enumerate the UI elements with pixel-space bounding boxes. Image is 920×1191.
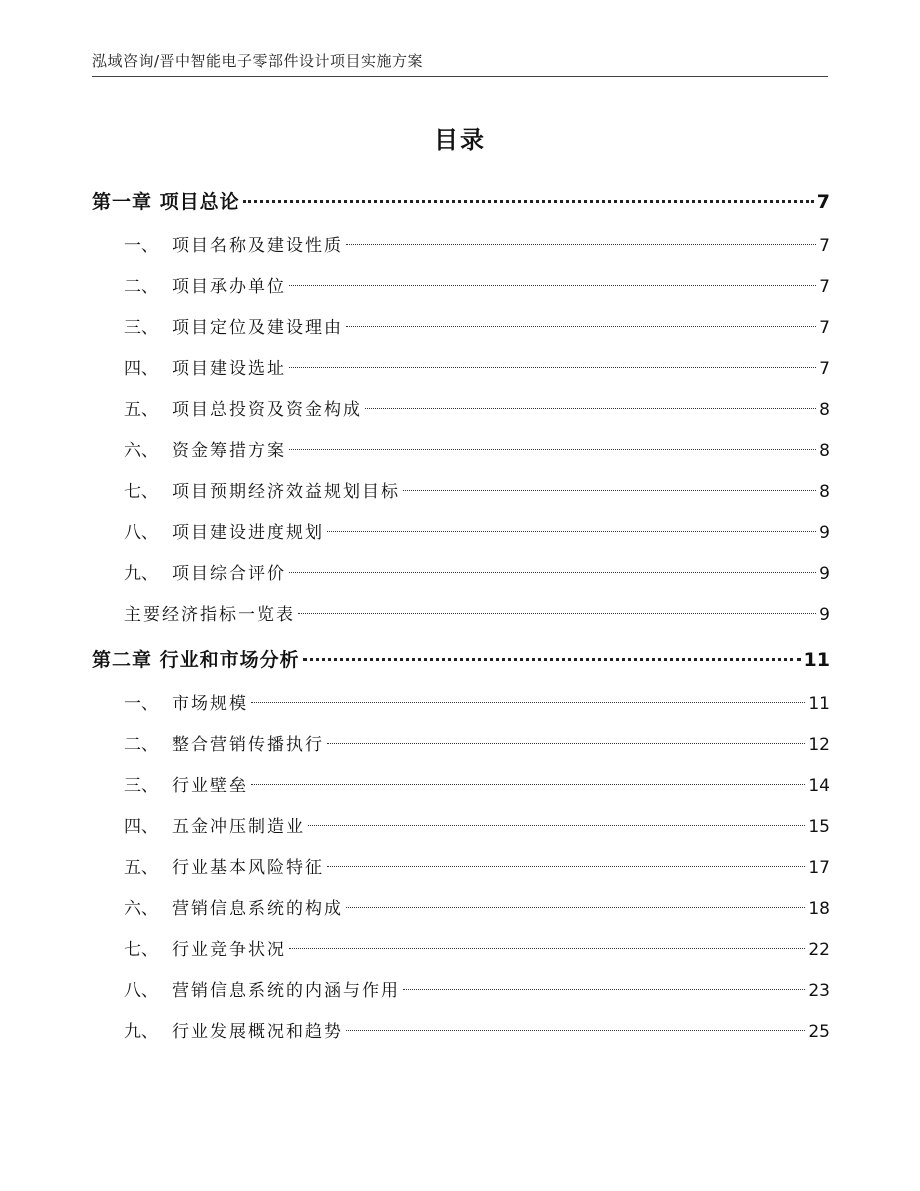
toc-entry-number: 九、: [124, 564, 158, 584]
dot-leader: [289, 572, 816, 573]
dot-leader: [303, 658, 801, 661]
dot-leader: [251, 784, 805, 785]
toc-page-number: 9: [819, 605, 830, 625]
toc-entry-label: 行业竞争状况: [172, 940, 286, 960]
toc-page-number: 11: [803, 649, 830, 671]
dot-leader: [346, 326, 816, 327]
toc-section-entry[interactable]: [92, 472, 830, 513]
toc-page-number: 8: [819, 482, 830, 502]
toc-page-number: 7: [816, 191, 830, 213]
toc-entry-label: 营销信息系统的构成: [172, 899, 343, 919]
toc-title: 目录: [434, 126, 486, 154]
dot-leader: [327, 743, 805, 744]
toc-section-entry[interactable]: [92, 267, 830, 308]
toc-page-number: 12: [808, 735, 830, 755]
dot-leader: [346, 1030, 805, 1031]
toc-page-number: 7: [819, 359, 830, 379]
toc-page-number: 18: [808, 899, 830, 919]
toc-entry-label: 项目综合评价: [172, 564, 286, 584]
toc-entry-number: 五、: [124, 400, 158, 420]
toc-page-number: 15: [808, 817, 830, 837]
toc-section-entry[interactable]: [92, 349, 830, 390]
toc-entry-label: 整合营销传播执行: [172, 735, 324, 755]
toc-section-entry[interactable]: [92, 766, 830, 807]
toc-entry-number: 八、: [124, 523, 158, 543]
dot-leader: [346, 907, 805, 908]
dot-leader: [346, 244, 816, 245]
dot-leader: [289, 948, 805, 949]
toc-entry-number: 二、: [124, 277, 158, 297]
toc-entry-label: 主要经济指标一览表: [124, 605, 295, 625]
dot-leader: [308, 825, 805, 826]
toc-entry-number: 一、: [124, 694, 158, 714]
toc-section-entry[interactable]: [92, 725, 830, 766]
dot-leader: [403, 490, 816, 491]
toc-section-entry[interactable]: [92, 848, 830, 889]
toc-entry-label: 项目定位及建设理由: [172, 318, 343, 338]
dot-leader: [327, 866, 805, 867]
toc-chapter-entry[interactable]: [92, 178, 830, 226]
toc-section-entry[interactable]: [92, 226, 830, 267]
dot-leader: [289, 449, 816, 450]
table-of-contents: [92, 178, 830, 1053]
dot-leader: [365, 408, 816, 409]
toc-entry-label: 第二章 行业和市场分析: [92, 649, 300, 671]
toc-page-number: 8: [819, 400, 830, 420]
toc-entry-number: 九、: [124, 1022, 158, 1042]
toc-page-number: 9: [819, 523, 830, 543]
toc-entry-number: 四、: [124, 359, 158, 379]
toc-entry-number: 七、: [124, 940, 158, 960]
toc-entry-number: 六、: [124, 899, 158, 919]
toc-entry-number: 六、: [124, 441, 158, 461]
toc-page-number: 14: [808, 776, 830, 796]
toc-entry-label: 营销信息系统的内涵与作用: [172, 981, 400, 1001]
toc-section-entry[interactable]: [92, 390, 830, 431]
dot-leader: [327, 531, 816, 532]
toc-entry-label: 第一章 项目总论: [92, 191, 240, 213]
toc-entry-label: 项目预期经济效益规划目标: [172, 482, 400, 502]
toc-entry-label: 市场规模: [172, 694, 248, 714]
toc-entry-label: 项目承办单位: [172, 277, 286, 297]
toc-page-number: 7: [819, 318, 830, 338]
toc-section-entry[interactable]: [92, 595, 830, 636]
toc-entry-label: 行业壁垒: [172, 776, 248, 796]
toc-entry-number: 七、: [124, 482, 158, 502]
toc-page-number: 8: [819, 441, 830, 461]
running-header: 泓域咨询/晋中智能电子零部件设计项目实施方案: [92, 52, 424, 70]
toc-entry-label: 资金筹措方案: [172, 441, 286, 461]
toc-entry-number: 五、: [124, 858, 158, 878]
toc-page-number: 7: [819, 236, 830, 256]
toc-entry-label: 五金冲压制造业: [172, 817, 305, 837]
toc-section-entry[interactable]: [92, 308, 830, 349]
toc-section-entry[interactable]: [92, 930, 830, 971]
dot-leader: [251, 702, 805, 703]
toc-entry-number: 八、: [124, 981, 158, 1001]
toc-page-number: 22: [808, 940, 830, 960]
toc-page-number: 7: [819, 277, 830, 297]
toc-section-entry[interactable]: [92, 431, 830, 472]
toc-section-entry[interactable]: [92, 554, 830, 595]
toc-entry-number: 一、: [124, 236, 158, 256]
toc-entry-number: 三、: [124, 318, 158, 338]
toc-entry-label: 项目建设进度规划: [172, 523, 324, 543]
toc-section-entry[interactable]: [92, 513, 830, 554]
toc-section-entry[interactable]: [92, 807, 830, 848]
dot-leader: [289, 367, 816, 368]
toc-section-entry[interactable]: [92, 1012, 830, 1053]
toc-entry-label: 项目建设选址: [172, 359, 286, 379]
toc-chapter-entry[interactable]: [92, 636, 830, 684]
toc-section-entry[interactable]: [92, 971, 830, 1012]
toc-page-number: 25: [808, 1022, 830, 1042]
toc-entry-label: 行业发展概况和趋势: [172, 1022, 343, 1042]
dot-leader: [298, 613, 816, 614]
toc-page-number: 11: [808, 694, 830, 714]
dot-leader: [289, 285, 816, 286]
toc-entry-label: 项目名称及建设性质: [172, 236, 343, 256]
dot-leader: [403, 989, 805, 990]
toc-page-number: 9: [819, 564, 830, 584]
toc-page-number: 23: [808, 981, 830, 1001]
toc-entry-label: 行业基本风险特征: [172, 858, 324, 878]
toc-page-number: 17: [808, 858, 830, 878]
toc-entry-number: 二、: [124, 735, 158, 755]
dot-leader: [243, 200, 814, 203]
toc-section-entry[interactable]: [92, 889, 830, 930]
header-divider: [92, 76, 828, 77]
toc-entry-label: 项目总投资及资金构成: [172, 400, 362, 420]
toc-section-entry[interactable]: [92, 684, 830, 725]
toc-entry-number: 三、: [124, 776, 158, 796]
toc-entry-number: 四、: [124, 817, 158, 837]
